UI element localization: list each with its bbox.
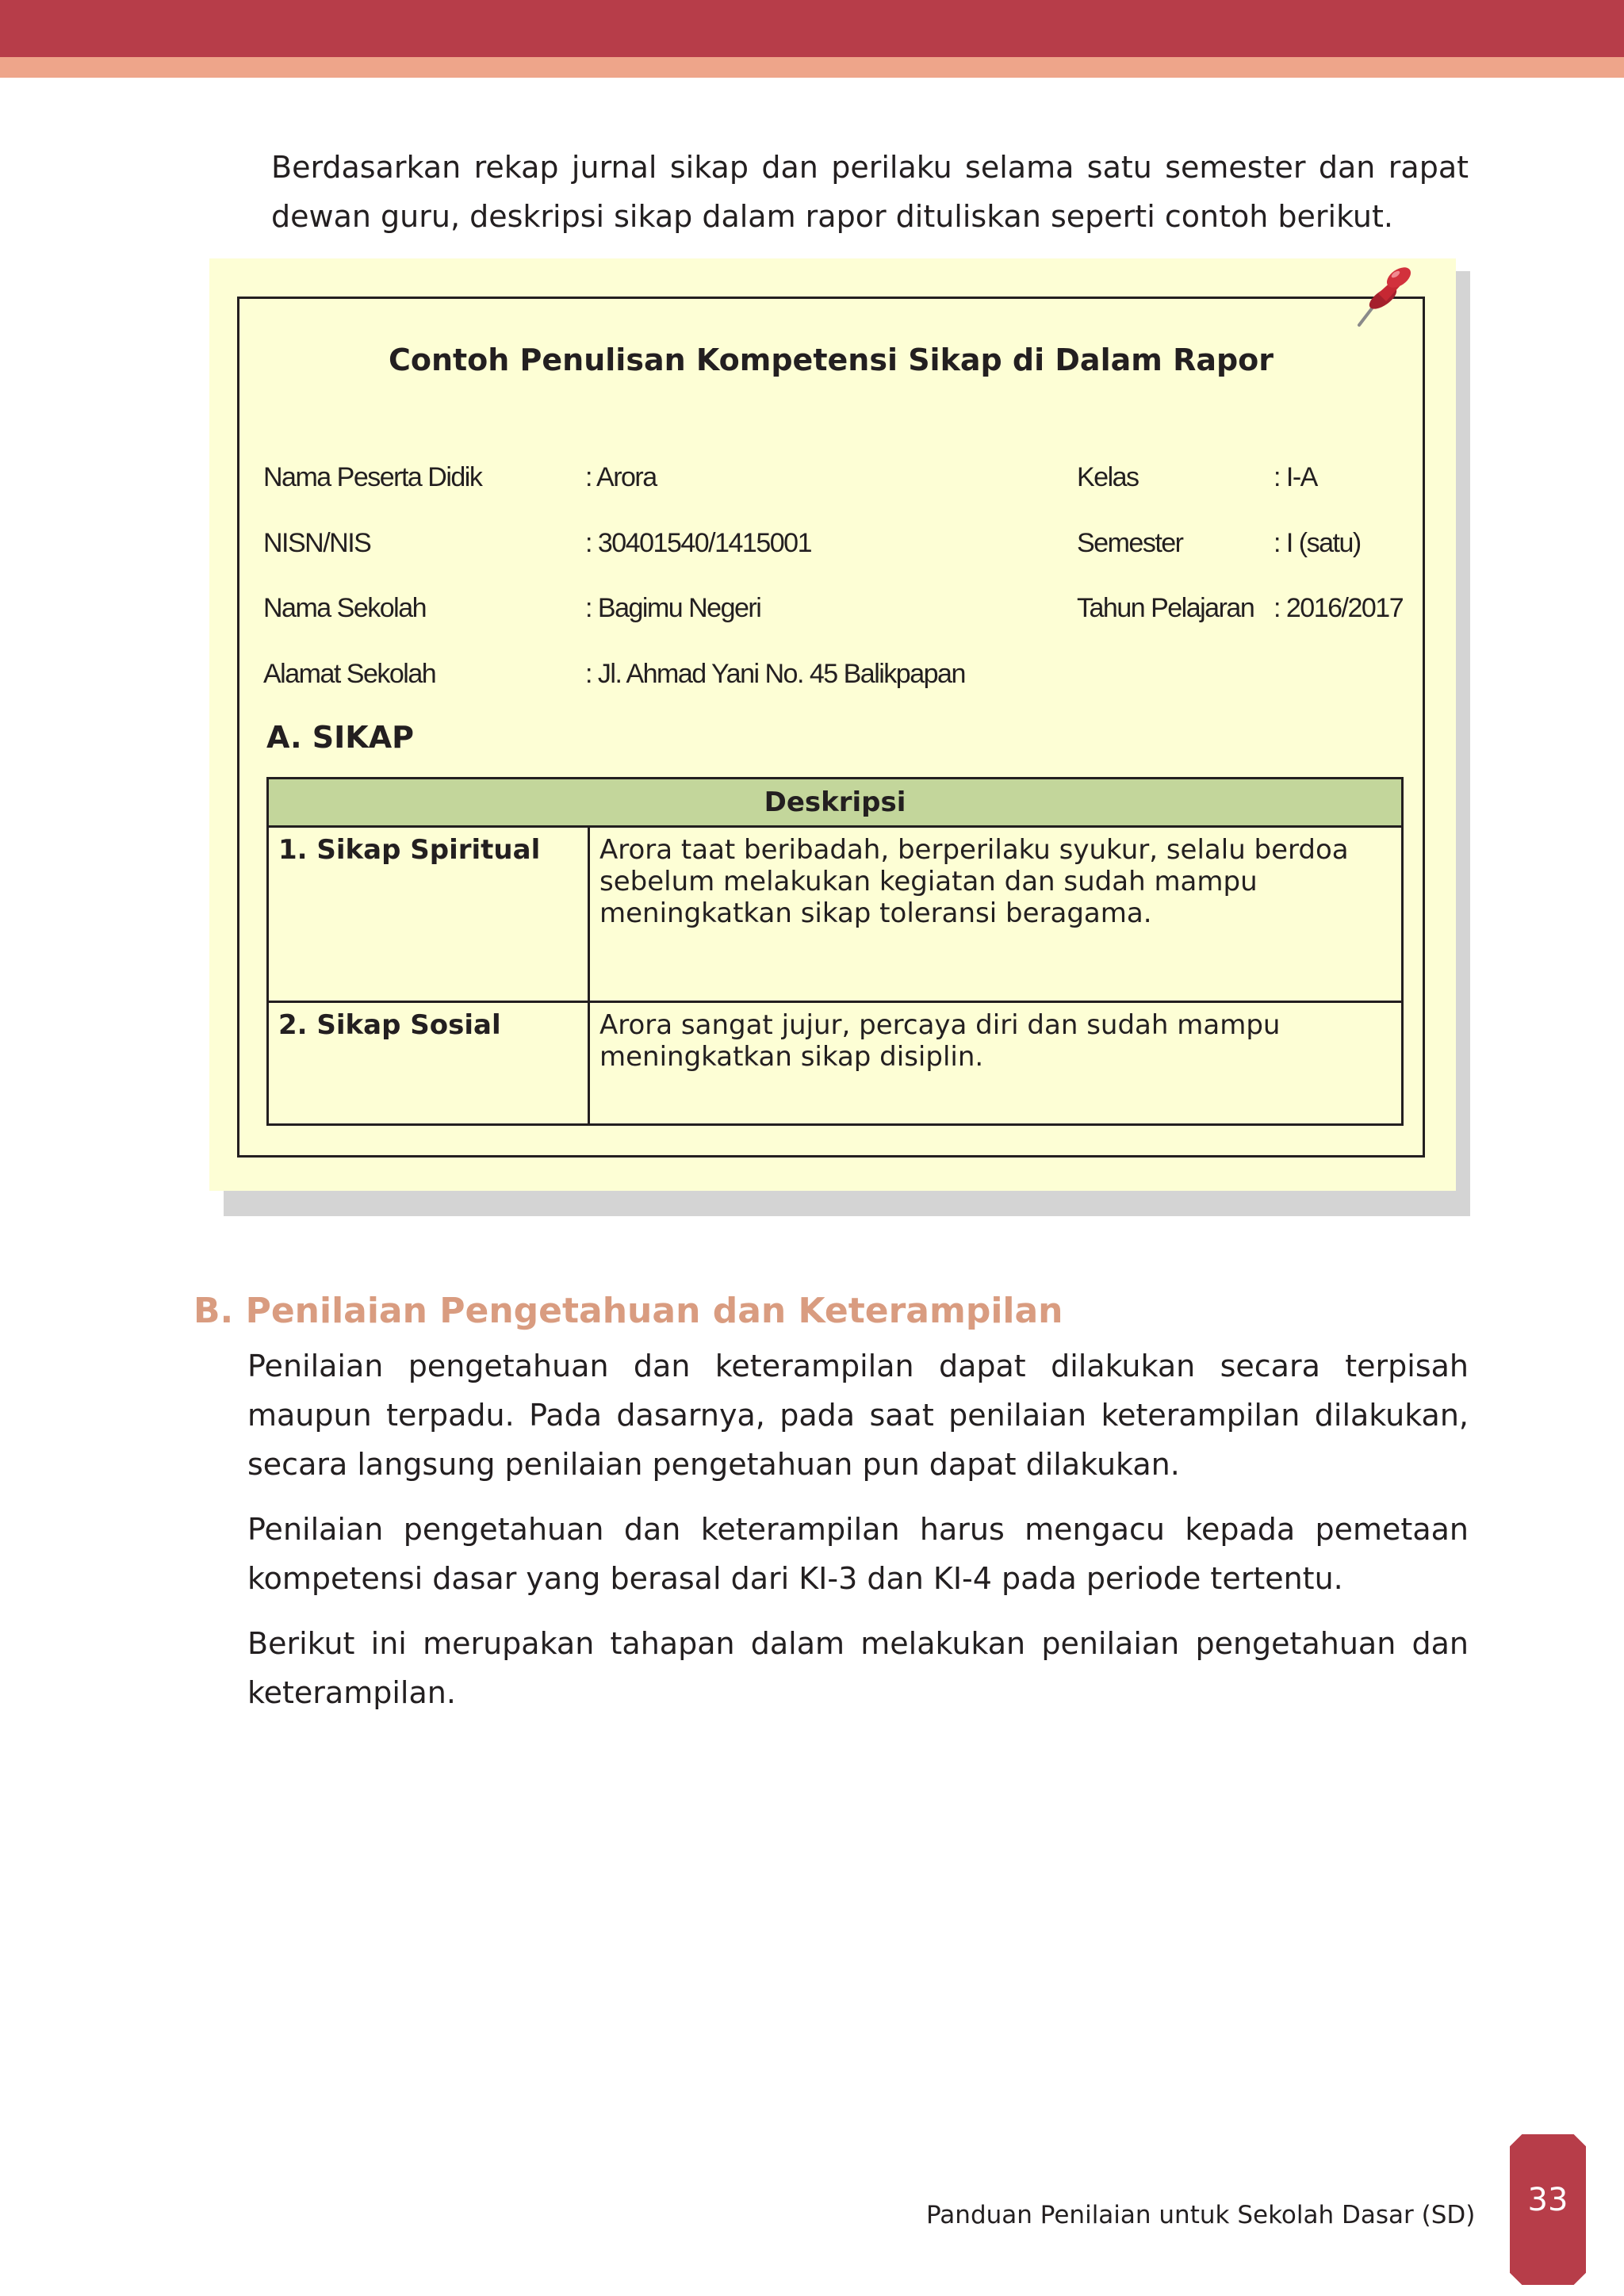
page-number: 33	[1527, 2182, 1568, 2218]
spiritual-aspect: 1. Sikap Spiritual	[268, 827, 589, 1002]
semester-label: Semester	[1077, 528, 1183, 558]
card-title: Contoh Penulisan Kompetensi Sikap di Dalam Rapor	[388, 342, 1274, 377]
student-name-value: : Arora	[585, 462, 657, 492]
student-name-label: Nama Peserta Didik	[263, 462, 482, 492]
intro-paragraph: Berdasarkan rekap jurnal sikap dan perilaku selama satu semester dan rapat dewan guru, deskripsi sikap dalam rapor dituliskan seperti contoh berikut.	[271, 150, 1469, 234]
table-header: Deskripsi	[268, 779, 1403, 827]
nisn-label: NISN/NIS	[263, 528, 371, 558]
section-b-heading: B. Penilaian Pengetahuan dan Keterampilan	[193, 1291, 1063, 1331]
school-name-value: : Bagimu Negeri	[585, 593, 761, 623]
school-address-value: : Jl. Ahmad Yani No. 45 Balikpapan	[585, 659, 965, 689]
school-address-label: Alamat Sekolah	[263, 659, 436, 689]
spiritual-description: Arora taat beribadah, berperilaku syukur, selalu berdoa sebelum melakukan kegiatan dan sudah mampu meningkatkan sikap toleransi beragama.	[589, 827, 1403, 1002]
social-aspect: 2. Sikap Sosial	[268, 1002, 589, 1125]
social-description: Arora sangat jujur, percaya diri dan sudah mampu meningkatkan sikap disiplin.	[589, 1002, 1403, 1125]
class-value: : I-A	[1274, 462, 1317, 492]
section-b-paragraph-3: Berikut ini merupakan tahapan dalam melakukan penilaian pengetahuan dan keterampilan.	[247, 1626, 1469, 1710]
school-year-label: Tahun Pelajaran	[1077, 593, 1254, 623]
nisn-value: : 30401540/1415001	[585, 528, 811, 558]
semester-value: : I (satu)	[1274, 528, 1361, 558]
school-name-label: Nama Sekolah	[263, 593, 427, 623]
section-b-paragraph-1: Penilaian pengetahuan dan keterampilan dapat dilakukan secara terpisah maupun terpadu. Pada dasarnya, pada saat penilaian keterampilan dilakukan, secara langsung penilaian pengetahuan pun dapat dilakukan.	[247, 1349, 1469, 1482]
header-stripe	[0, 57, 1624, 78]
table-row	[268, 827, 1403, 1002]
section-a-heading: A. SIKAP	[266, 720, 414, 755]
class-label: Kelas	[1077, 462, 1139, 492]
table-row	[268, 1002, 1403, 1125]
pushpin-icon	[1348, 258, 1419, 330]
footer-book-title: Panduan Penilaian untuk Sekolah Dasar (SD)	[926, 2201, 1476, 2229]
header-band	[0, 0, 1624, 57]
attitude-table	[266, 777, 1404, 1126]
section-b-paragraph-2: Penilaian pengetahuan dan keterampilan harus mengacu kepada pemetaan kompetensi dasar yang berasal dari KI-3 dan KI-4 pada periode tertentu.	[247, 1512, 1469, 1596]
school-year-value: : 2016/2017	[1274, 593, 1404, 623]
